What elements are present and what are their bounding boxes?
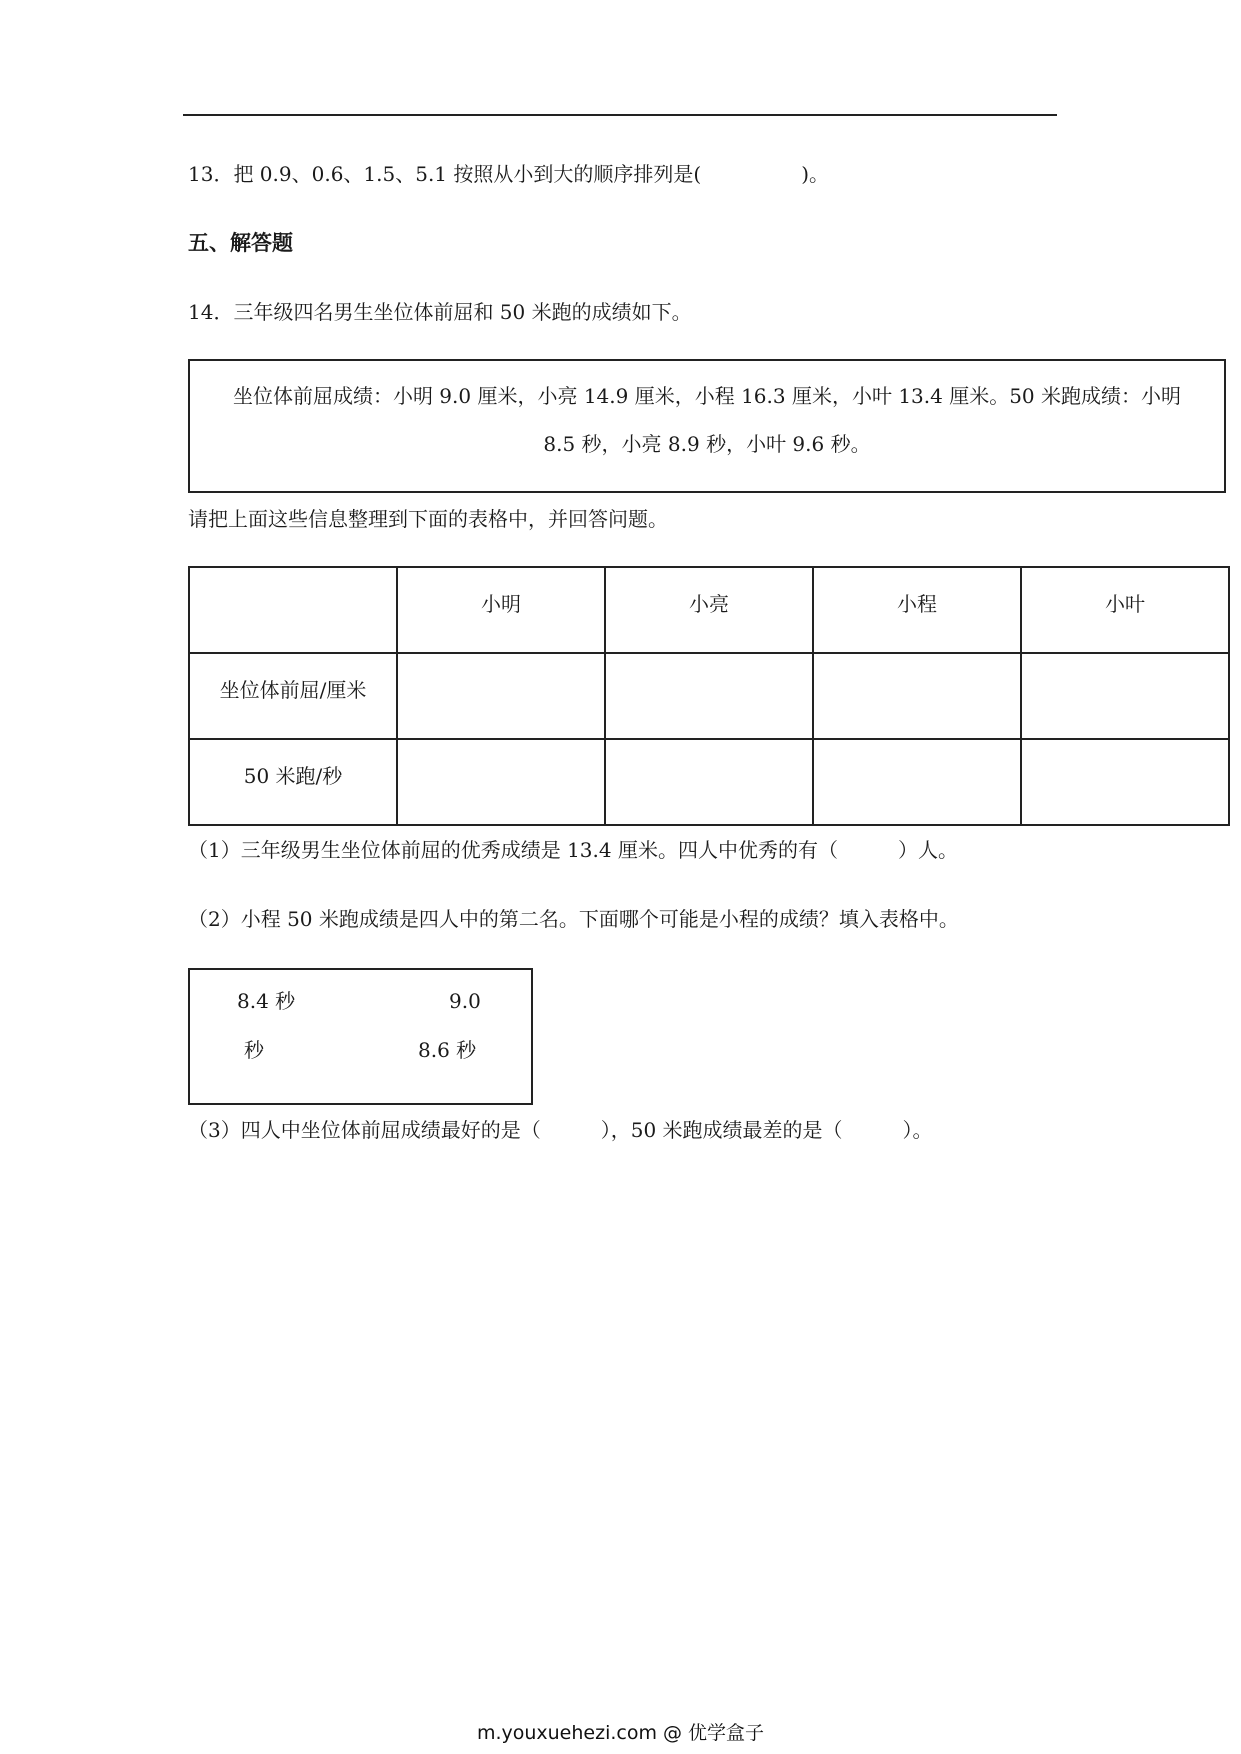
table-header-cell: 小程 [813, 567, 1021, 653]
table-cell[interactable] [1021, 653, 1229, 739]
table-header-cell: 小叶 [1021, 567, 1229, 653]
score-table [188, 566, 1230, 826]
top-rule [183, 114, 1057, 116]
table-row [189, 653, 1229, 739]
table-cell[interactable] [397, 739, 605, 825]
table-header-cell: 小亮 [605, 567, 813, 653]
info-line-1: 坐位体前屈成绩：小明 9.0 厘米，小亮 14.9 厘米，小程 16.3 厘米，小叶 13.4 厘米。50 米跑成绩：小明 [232, 384, 1182, 408]
question-14-intro: 14．三年级四名男生坐位体前屈和 50 米跑的成绩如下。 [188, 300, 692, 324]
table-cell[interactable] [605, 653, 813, 739]
choice-option: 秒 [244, 1038, 264, 1062]
choice-option: 9.0 [449, 989, 481, 1013]
table-header-cell: 小明 [397, 567, 605, 653]
question-13: 13．把 0.9、0.6、1.5、5.1 按照从小到大的顺序排列是( )。 [188, 162, 829, 186]
choice-option: 8.6 秒 [418, 1038, 477, 1062]
sub-question-3: （3）四人中坐位体前屈成绩最好的是（ ），50 米跑成绩最差的是（ ）。 [188, 1118, 933, 1142]
footer-watermark: m.youxuehezi.com @ 优学盒子 [476, 1722, 765, 1744]
table-cell[interactable] [605, 739, 813, 825]
sub-question-1: （1）三年级男生坐位体前屈的优秀成绩是 13.4 厘米。四人中优秀的有（ ）人。 [188, 838, 958, 862]
row-label: 坐位体前屈/厘米 [189, 653, 397, 739]
choice-box [188, 968, 533, 1105]
table-header-row [189, 567, 1229, 653]
info-line-2: 8.5 秒，小亮 8.9 秒，小叶 9.6 秒。 [543, 432, 871, 456]
choice-option: 8.4 秒 [237, 989, 296, 1013]
sub-question-2: （2）小程 50 米跑成绩是四人中的第二名。下面哪个可能是小程的成绩？填入表格中。 [188, 907, 959, 931]
table-cell[interactable] [1021, 739, 1229, 825]
table-cell[interactable] [813, 739, 1021, 825]
row-label: 50 米跑/秒 [189, 739, 397, 825]
instruction-text: 请把上面这些信息整理到下面的表格中，并回答问题。 [188, 507, 668, 531]
table-header-cell [189, 567, 397, 653]
table-cell[interactable] [813, 653, 1021, 739]
section-title: 五、解答题 [188, 231, 293, 255]
table-cell[interactable] [397, 653, 605, 739]
info-box [188, 359, 1226, 493]
table-row [189, 739, 1229, 825]
